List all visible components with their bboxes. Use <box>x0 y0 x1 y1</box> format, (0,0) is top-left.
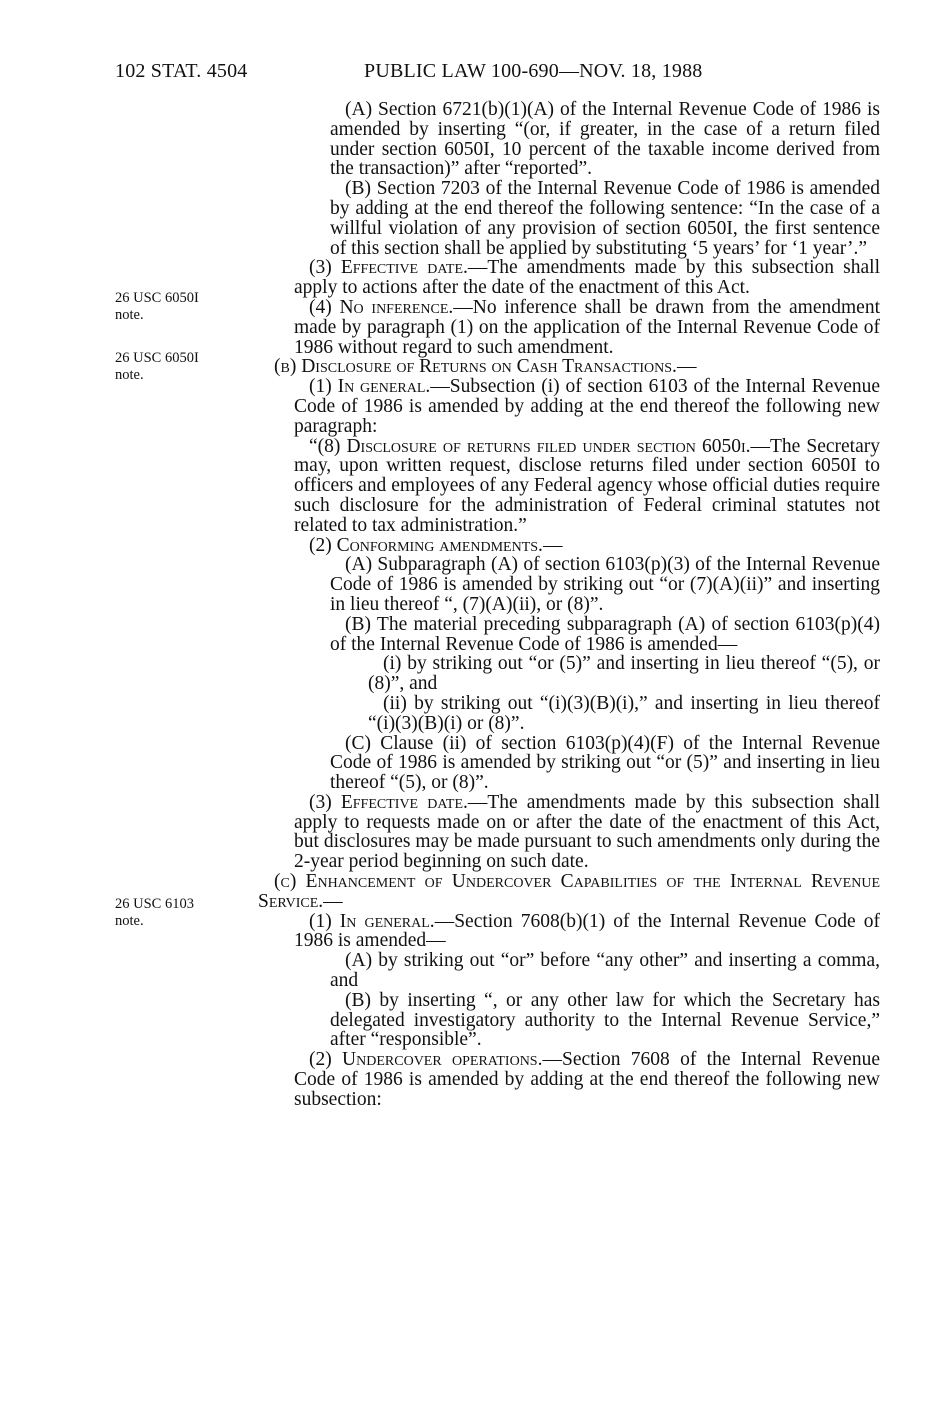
margin-note <box>115 896 265 930</box>
paragraph-text: —Subsection (i) of section 6103 of the Internal Revenue Code of 1986 is amended by adding at the end thereof the following new paragraph: <box>294 376 880 437</box>
paragraph-text: —The amendments made by this subsection shall apply to actions after the date of the enactment of this Act. <box>294 257 880 299</box>
paragraph-text: —The amendments made by this subsection shall apply to requests made on or after the date of the enactment of this Act, but disclosures may be made pursuant to such amendments only during the 2-year period beginning on such date. <box>294 791 880 873</box>
margin-note-citation: 26 USC 6103 <box>115 896 194 912</box>
paragraph <box>258 258 880 298</box>
paragraph-heading-line <box>258 536 880 556</box>
public-law-header: PUBLIC LAW 100-690—NOV. 18, 1988 <box>364 60 703 82</box>
margin-note-label: note. <box>115 307 144 323</box>
clause: (i) by striking out “or (5)” and inserting in lieu thereof “(5), or (8)”, and <box>368 653 880 695</box>
dash: — <box>676 356 697 378</box>
paragraph-text: —Section 7608(b)(1) of the Internal Revenue Code of 1986 is amended— <box>294 910 880 952</box>
margin-note <box>115 290 265 324</box>
subsection-title: (b) Disclosure of Returns on Cash Transactions. <box>274 356 677 378</box>
subparagraph: (A) Subparagraph (A) of section 6103(p)(3) of the Internal Revenue Code of 1986 is amended by striking out “or (7)(A)(ii)” and inserting in lieu thereof “, (7)(A)(ii), or (8)”. <box>330 554 880 615</box>
margin-note <box>115 350 265 384</box>
margin-note-citation: 26 USC 6050I <box>115 350 199 366</box>
paragraph-heading: (2) Conforming amendments. <box>309 534 543 556</box>
paragraph-heading: (4) No inference. <box>309 296 454 318</box>
paragraph <box>258 1050 880 1109</box>
margin-note-label: note. <box>115 367 144 383</box>
paragraph-heading: (2) Undercover operations. <box>309 1049 543 1071</box>
paragraph <box>258 377 880 436</box>
dash: — <box>542 534 563 556</box>
paragraph: (B) Section 7203 of the Internal Revenue Code of 1986 is amended by adding at the end thereof the following sentence: “In the case of a willful violation of any provision of section 6050I, the first sentence of this section shall be applied by substituting ‘5 years’ for ‘1 year’.” <box>330 178 880 259</box>
statute-page-number: 102 STAT. 4504 <box>115 60 248 82</box>
subsection-heading <box>258 357 880 377</box>
subparagraph: (B) The material preceding subparagraph (A) of section 6103(p)(4) of the Internal Revenue Code of 1986 is amended— <box>330 613 880 655</box>
paragraph: (A) Section 6721(b)(1)(A) of the Internal Revenue Code of 1986 is amended by inserting “(or, if greater, in the case of a return filed under section 6050I, 10 percent of the taxable income derived from the transaction)” after “reported”. <box>330 99 880 180</box>
subsection-title: (c) Enhancement of Undercover Capabilities of the Internal Revenue Service. <box>258 871 880 912</box>
subparagraph: (C) Clause (ii) of section 6103(p)(4)(F) of the Internal Revenue Code of 1986 is amended by striking out “or (5)” and inserting in lieu thereof “(5), or (8)”. <box>330 732 880 794</box>
paragraph-heading: (1) In general. <box>309 376 431 398</box>
paragraph-text: —Section 7608 of the Internal Revenue Code of 1986 is amended by adding at the end thereof the following new subsection: <box>294 1049 880 1110</box>
paragraph-heading: “(8) Disclosure of returns filed under section 6050i. <box>309 435 751 457</box>
paragraph <box>258 793 880 872</box>
quoted-paragraph <box>258 437 880 536</box>
paragraph-text: —No inference shall be drawn from the amendment made by paragraph (1) on the application of the Internal Revenue Code of 1986 without regard to such amendment. <box>294 296 880 358</box>
paragraph-heading: (1) In general. <box>309 910 435 932</box>
subparagraph: (A) by striking out “or” before “any other” and inserting a comma, and <box>330 950 880 992</box>
paragraph <box>258 912 880 952</box>
margin-note-label: note. <box>115 913 144 929</box>
subparagraph: (B) by inserting “, or any other law for which the Secretary has delegated investigatory authority to the Internal Revenue Service,” after “responsible”. <box>330 989 880 1051</box>
paragraph-heading: (3) Effective date. <box>309 791 468 813</box>
paragraph-heading: (3) Effective date. <box>309 257 468 279</box>
clause: (ii) by striking out “(i)(3)(B)(i),” and inserting in lieu thereof “(i)(3)(B)(i) or (8)”. <box>368 692 880 734</box>
paragraph <box>258 298 880 357</box>
margin-note-citation: 26 USC 6050I <box>115 290 199 306</box>
subsection-heading <box>258 872 880 912</box>
document-body <box>258 100 880 1110</box>
dash: — <box>323 890 343 912</box>
paragraph-text: —The Secretary may, upon written request, disclose returns filed under section 6050I to officers and employees of any Federal agency whose official duties require such disclosure for the administration of Federal criminal statutes not related to tax administration.” <box>294 435 881 536</box>
